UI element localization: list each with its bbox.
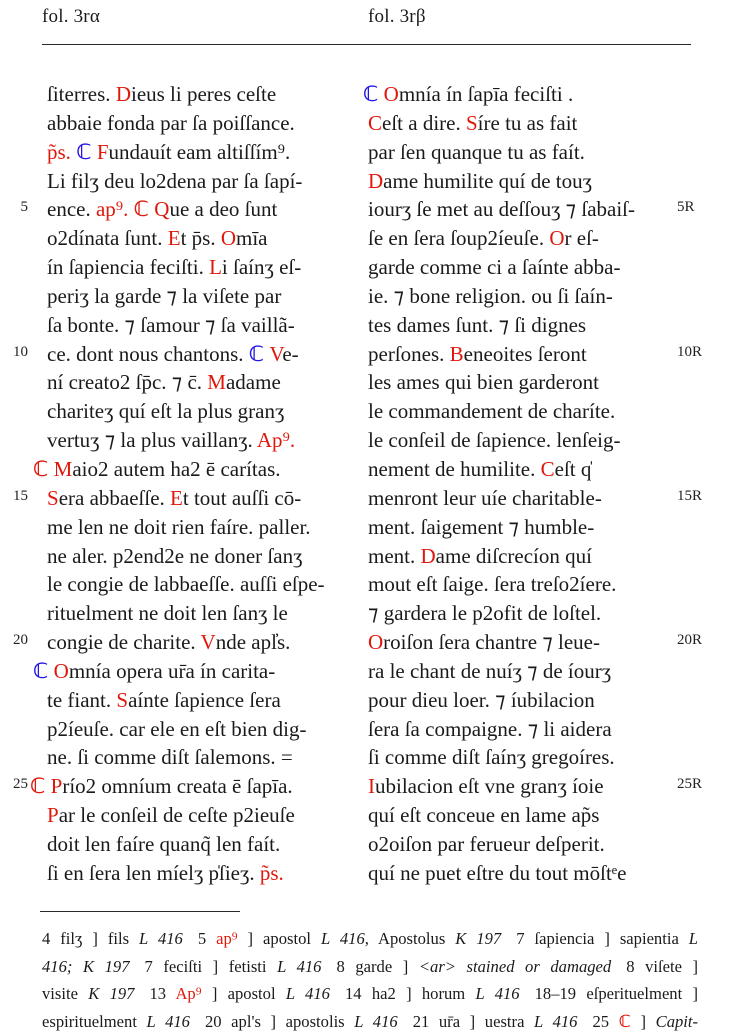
rubricated-initial: E: [167, 226, 181, 251]
text-line: [47, 628, 359, 657]
text-line: [368, 715, 698, 744]
siglum: 416; K 197: [42, 956, 130, 976]
text-line: [368, 397, 698, 426]
text-line: [47, 340, 359, 369]
text-run: 25: [592, 1011, 619, 1031]
line-number: 10R: [677, 343, 703, 360]
text-run: par ſen quanque tu as faít.: [368, 139, 585, 164]
paraph-mark: ℂ: [363, 82, 384, 106]
siglum: <ar> stained or damaged: [418, 956, 612, 976]
line-number: 10: [13, 343, 28, 360]
text-run: abbaie fonda par ſa poiſſance.: [47, 110, 295, 135]
text-run: visite: [42, 984, 89, 1004]
text-line: [368, 657, 698, 686]
text-line: [47, 282, 359, 311]
rubricated-initial: ap⁹: [216, 929, 238, 948]
text-line: [47, 368, 359, 397]
text-run: ſera ſa compaigne. ⁊ li aidera: [368, 716, 612, 741]
critical-apparatus: [42, 925, 698, 1035]
text-line: [368, 599, 698, 628]
siglum: L 416: [285, 984, 330, 1004]
text-line: [47, 830, 359, 859]
apparatus-line: [42, 980, 698, 1008]
text-run: ín ſapiencia feciſti.: [47, 255, 210, 280]
text-line: [47, 542, 359, 571]
text-run: les ames qui bien garderont: [368, 370, 599, 395]
rubricated-initial: Q: [154, 197, 170, 222]
line-number: 15: [13, 487, 28, 504]
text-line: [33, 455, 359, 484]
paraph-mark: ℂ: [133, 197, 155, 222]
siglum: L 416: [277, 956, 322, 976]
text-line: [47, 253, 359, 282]
rubricated-initial: p̃s.: [259, 860, 284, 885]
text-line: [368, 311, 698, 340]
text-run: 8 garde ]: [336, 956, 419, 976]
text-run: rituelment ne doit len ſanʒ le: [47, 601, 288, 626]
text-run: ] apostol: [201, 984, 286, 1004]
text-line: [368, 830, 698, 859]
siglum: L: [688, 929, 699, 948]
siglum: L 416: [139, 929, 183, 948]
siglum: K 197: [455, 929, 502, 948]
line-number: 25: [13, 776, 28, 793]
text-run: ne aler. p2end2e ne doner ſanʒ: [47, 543, 303, 568]
rubricated-initial: P: [47, 803, 59, 828]
siglum: L 416: [354, 1011, 398, 1031]
text-line: [368, 801, 698, 830]
text-line: [47, 715, 359, 744]
text-line: [47, 570, 359, 599]
text-run: ame diſcrecíon quí: [435, 543, 592, 568]
text-line: [368, 138, 698, 167]
text-run: undauít eam altiſſím⁹.: [108, 139, 291, 164]
text-line: [47, 311, 359, 340]
rubricated-initial: P: [50, 774, 63, 799]
apparatus-line: [42, 925, 698, 953]
text-run: perſones.: [368, 341, 450, 366]
line-numbers-left: [0, 0, 28, 1023]
text-line: [368, 224, 698, 253]
rubricated-initial: C: [540, 456, 555, 481]
text-run: ⁊ gardera le p2ofit de loſtel.: [368, 601, 602, 626]
line-numbers-right: [677, 0, 717, 1023]
apparatus-line: [42, 953, 698, 981]
text-line: [368, 167, 698, 196]
text-line: [368, 628, 698, 657]
text-line: [368, 426, 698, 455]
siglum: L 416: [475, 984, 520, 1004]
text-run: 7 feciſti ] fetisti: [144, 956, 278, 976]
text-run: ment.: [368, 543, 421, 568]
text-run: aínte ſapience ſera: [128, 687, 281, 712]
text-run: espirituelment: [42, 1011, 147, 1031]
text-run: roiſon ſera chantre ⁊ leue-: [383, 630, 601, 655]
text-line: [368, 109, 698, 138]
text-run: ar le conſeil de ceſte p2ieuſe: [58, 803, 295, 828]
text-line: [368, 686, 698, 715]
text-run: ce. dont nous chantons.: [47, 341, 249, 366]
text-run: doit len faíre quanq̃ len faít.: [47, 831, 281, 856]
text-run: congie de charite.: [47, 630, 201, 655]
text-run: 7 ſapiencia ] sapientia: [516, 929, 689, 948]
text-line: [368, 743, 698, 772]
paraph-mark: ℂ: [618, 1011, 631, 1031]
paraph-mark: ℂ: [30, 774, 51, 799]
text-run: ſi comme diſt ſaínʒ gregoíres.: [368, 745, 615, 770]
text-line: [47, 426, 359, 455]
rubricated-initial: S: [465, 110, 478, 135]
paraph-mark: ℂ: [33, 456, 54, 481]
text-run: ] apostol: [237, 929, 321, 948]
text-run: eſt q̍: [554, 456, 592, 481]
rubricated-initial: Ap⁹: [175, 984, 202, 1004]
text-run: 20 apl's ] apostolis: [204, 1011, 355, 1031]
paraph-mark: ℂ: [248, 341, 270, 366]
siglum: L 416: [320, 929, 365, 948]
text-run: quí ne puet eſtre du tout mōſtᵉe: [368, 860, 627, 885]
line-number: 5: [20, 199, 28, 216]
text-run: ence.: [47, 197, 96, 222]
text-line: [47, 195, 359, 224]
text-run: garde comme ci a ſaínte abba-: [368, 255, 621, 280]
text-run: ment. ſaigement ⁊ humble-: [368, 514, 595, 539]
rubricated-initial: M: [53, 456, 73, 481]
text-line: [368, 455, 698, 484]
text-line: [47, 109, 359, 138]
text-run: mīa: [236, 226, 268, 251]
text-line: [47, 599, 359, 628]
text-line: [363, 80, 698, 109]
text-run: i ſaínʒ eſ-: [221, 255, 302, 280]
text-line: [47, 138, 359, 167]
text-line: [368, 570, 698, 599]
apparatus-line: [42, 1008, 698, 1035]
text-line: [47, 859, 359, 888]
text-run: le conſeil de ſapience. lenſeig-: [368, 428, 621, 453]
text-run: ieus li peres ceſte: [130, 82, 277, 106]
text-run: menront leur uíe charitable-: [368, 485, 602, 510]
text-run: ue a deo ſunt: [169, 197, 278, 222]
text-line: [368, 253, 698, 282]
text-line: [368, 513, 698, 542]
text-run: mnía opera ur̄a ín carita-: [68, 658, 276, 683]
text-line: [368, 340, 698, 369]
paraph-mark: ℂ: [76, 139, 97, 164]
header-rule: [42, 44, 691, 45]
line-number: 25R: [677, 776, 703, 793]
text-line: [368, 195, 698, 224]
text-run: íre tu as fait: [477, 110, 578, 135]
text-line: [47, 397, 359, 426]
rubricated-initial: O: [549, 226, 565, 251]
folio-column-b: [363, 80, 698, 888]
text-run: ſe en ſera ſoup2íeuſe.: [368, 226, 550, 251]
folio-header-right: fol. 3rβ: [368, 6, 426, 27]
text-run: eneoites ſeront: [463, 341, 587, 366]
rubricated-initial: F: [96, 139, 109, 164]
text-run: eſt a dire.: [382, 110, 466, 135]
text-run: mnía ín ſapīa feciſti .: [398, 82, 574, 106]
rubricated-initial: V: [200, 630, 216, 655]
rubricated-initial: M: [207, 370, 226, 395]
text-run: 21 ur̄a ] uestra: [412, 1011, 535, 1031]
text-run: 14 ha2 ] horum: [344, 984, 476, 1004]
text-run: quí eſt conceue en lame ap̃s: [368, 803, 600, 828]
text-run: adame: [225, 370, 281, 395]
text-line: [47, 801, 359, 830]
text-run: 13: [149, 984, 176, 1004]
rubricated-initial: S: [47, 485, 59, 510]
text-run: 8 viſete ]: [626, 956, 699, 976]
text-run: 4 filʒ ] fils: [42, 929, 140, 948]
text-run: le commandement de charíte.: [368, 399, 616, 424]
rubricated-initial: O: [53, 658, 69, 683]
text-line: [30, 772, 359, 801]
text-line: [47, 686, 359, 715]
text-run: ubilacion eſt vne granʒ íoie: [375, 774, 604, 799]
line-number: 5R: [677, 199, 695, 216]
text-run: iourʒ ſe met au deſſouʒ ⁊ ſabaiſ-: [368, 197, 636, 222]
text-line: [47, 167, 359, 196]
text-run: ie. ⁊ bone religion. ou ſi ſaín-: [368, 283, 613, 308]
text-run: tes dames ſunt. ⁊ ſi dignes: [368, 312, 587, 337]
text-line: [47, 484, 359, 513]
text-run: o2dínata ſunt.: [47, 226, 168, 251]
rubricated-initial: O: [383, 82, 399, 106]
rubricated-initial: O: [220, 226, 236, 251]
text-line: [368, 484, 698, 513]
rubricated-initial: O: [368, 630, 384, 655]
text-run: ní creato2 ſp̄c. ⁊ c̄.: [47, 370, 208, 395]
rubricated-initial: L: [209, 255, 222, 280]
text-run: aio2 autem ha2 ē carítas.: [72, 456, 281, 481]
text-run: r eſ-: [564, 226, 599, 251]
text-line: [368, 542, 698, 571]
text-run: era abbaeſſe.: [58, 485, 171, 510]
text-run: periʒ la garde ⁊ la viſete par: [47, 283, 282, 308]
text-run: e-: [282, 341, 299, 366]
siglum: L 416: [534, 1011, 578, 1031]
folio-header-left: fol. 3rα: [42, 6, 100, 27]
text-run: chariteʒ quí eſt la plus granʒ: [47, 399, 285, 424]
rubricated-initial: B: [449, 341, 464, 366]
text-run: pour dieu loer. ⁊ íubilacion: [368, 687, 595, 712]
line-number: 20: [13, 632, 28, 649]
text-run: me len ne doit rien faíre. paller.: [47, 514, 311, 539]
text-run: río2 omníum creata ē ſapīa.: [62, 774, 293, 799]
text-run: le congie de labbaeſſe. auſſi eſpe-: [47, 572, 325, 597]
text-line: [368, 859, 698, 888]
siglum: K 197: [88, 984, 135, 1004]
rubricated-initial: p̃s.: [47, 139, 77, 164]
text-run: ]: [630, 1011, 656, 1031]
text-run: t p̄s.: [180, 226, 221, 251]
text-run: 18–19 eſperituelment ]: [534, 984, 699, 1004]
line-number: 15R: [677, 487, 703, 504]
text-run: nde apl̓s.: [215, 630, 291, 655]
text-run: ſi en ſera len míelʒ p̍ſieʒ.: [47, 860, 260, 885]
text-run: Li filʒ deu lo2dena par ſa ſapí-: [47, 168, 303, 193]
text-line: [368, 282, 698, 311]
text-run: mout eſt ſaige. ſera treſo2íere.: [368, 572, 617, 597]
text-run: , Apostolus: [364, 929, 456, 948]
text-line: [47, 743, 359, 772]
text-line: [47, 513, 359, 542]
rubricated-initial: D: [115, 82, 131, 106]
text-run: ne. ſi comme diſt ſalemons. =: [47, 745, 293, 770]
text-run: ra le chant de nuíʒ ⁊ de íourʒ: [368, 658, 612, 683]
text-line: [33, 657, 359, 686]
apparatus-rule: [40, 911, 240, 912]
text-run: o2oiſon par ferueur deſperit.: [368, 831, 605, 856]
siglum: Capit-: [655, 1011, 699, 1031]
text-run: t tout auſſi cō-: [182, 485, 302, 510]
rubricated-initial: ap⁹.: [95, 197, 134, 222]
rubricated-initial: C: [368, 110, 383, 135]
text-line: [47, 80, 359, 109]
text-line: [368, 368, 698, 397]
rubricated-initial: V: [269, 341, 283, 366]
text-run: ſa bonte. ⁊ ſamour ⁊ ſa vaillã-: [47, 312, 295, 337]
rubricated-initial: I: [368, 774, 375, 799]
rubricated-initial: Ap⁹.: [256, 428, 296, 453]
text-run: nement de humilite.: [368, 456, 541, 481]
text-run: 5: [197, 929, 217, 948]
text-run: ame humilite quí de touʒ: [383, 168, 592, 193]
rubricated-initial: D: [420, 543, 436, 568]
text-line: [368, 772, 698, 801]
paraph-mark: ℂ: [33, 658, 54, 683]
text-run: p2íeuſe. car ele en eſt bien dig-: [47, 716, 307, 741]
text-run: te fiant.: [47, 687, 117, 712]
line-number: 20R: [677, 632, 703, 649]
rubricated-initial: S: [116, 687, 129, 712]
text-run: vertuʒ ⁊ la plus vaillanʒ.: [47, 428, 257, 453]
text-line: [47, 224, 359, 253]
text-run: ſiterres.: [47, 82, 116, 106]
rubricated-initial: E: [170, 485, 183, 510]
siglum: L 416: [146, 1011, 190, 1031]
rubricated-initial: D: [368, 168, 384, 193]
folio-column-a: [30, 80, 359, 888]
